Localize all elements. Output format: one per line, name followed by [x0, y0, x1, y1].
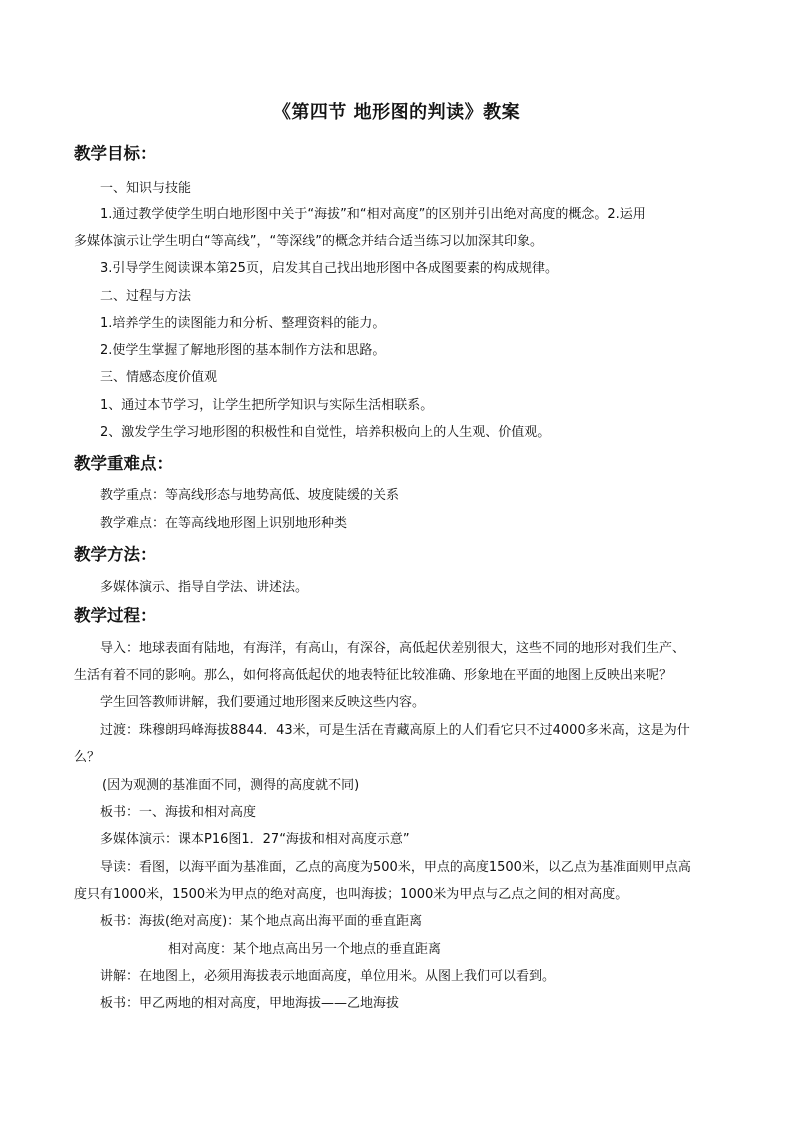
process-line: 过渡：珠穆朗玛峰海拔8844．43米，可是生活在青藏高原上的人们看它只不过4000多米高，这是为什: [100, 723, 690, 738]
heading-objectives: 教学目标：: [74, 144, 157, 163]
process-line: 板书：海拔(绝对高度)：某个地点高出海平面的垂直距离: [100, 914, 423, 929]
heading-key-points: 教学重难点：: [74, 454, 173, 473]
process-line: 生活有着不同的影响。那么，如何将高低起伏的地表特征比较准确、形象地在平面的地图上反映出来呢？: [74, 668, 673, 683]
heading-process: 教学过程：: [74, 606, 157, 625]
objectives-line: 一、知识与技能: [100, 181, 192, 196]
objectives-line: 1.通过教学使学生明白地形图中关于“海拔”和“相对高度”的区别并引出绝对高度的概念。2.运用: [100, 207, 646, 222]
process-line: (因为观测的基准面不同，测得的高度就不同): [102, 778, 360, 793]
process-line: 板书：甲乙两地的相对高度，甲地海拔——乙地海拔: [100, 996, 400, 1011]
objectives-line: 2.使学生掌握了解地形图的基本制作方法和思路。: [100, 343, 386, 358]
key-points-line: 教学重点：等高线形态与地势高低、坡度陡缓的关系: [100, 488, 400, 503]
process-line: 讲解：在地图上，必须用海拔表示地面高度，单位用米。从图上我们可以看到。: [100, 969, 556, 984]
process-line: 学生回答教师讲解，我们要通过地形图来反映这些内容。: [100, 695, 426, 710]
objectives-line: 2、激发学生学习地形图的积极性和自觉性，培养积极向上的人生观、价值观。: [100, 425, 551, 440]
objectives-line: 三、情感态度价值观: [100, 370, 218, 385]
process-line: 相对高度：某个地点高出另一个地点的垂直距离: [168, 942, 442, 957]
objectives-line: 3.引导学生阅读课本第25页，启发其自己找出地形图中各成图要素的构成规律。: [100, 261, 558, 276]
objectives-line: 多媒体演示让学生明白“等高线”，“等深线”的概念并结合适当练习以加深其印象。: [74, 234, 543, 249]
process-line: 多媒体演示：课本P16图1．27“海拔和相对高度示意”: [100, 832, 410, 847]
objectives-line: 二、过程与方法: [100, 289, 192, 304]
process-line: 导入：地球表面有陆地，有海洋，有高山，有深谷，高低起伏差别很大，这些不同的地形对我们生产、: [100, 641, 686, 656]
process-line: 度只有1000米，1500米为甲点的绝对高度，也叫海拔；1000米为甲点与乙点之间的相对高度。: [74, 887, 629, 902]
objectives-line: 1.培养学生的读图能力和分析、整理资料的能力。: [100, 316, 386, 331]
process-line: 板书：一、海拔和相对高度: [100, 805, 257, 820]
process-line: 么？: [74, 750, 101, 765]
objectives-line: 1、通过本节学习，让学生把所学知识与实际生活相联系。: [100, 398, 434, 413]
key-points-line: 教学难点：在等高线地形图上识别地形种类: [100, 516, 348, 531]
heading-methods: 教学方法：: [74, 545, 157, 564]
document-title: 《第四节 地形图的判读》教案: [272, 102, 521, 123]
process-line: 导读：看图，以海平面为基准面，乙点的高度为500米，甲点的高度1500米，以乙点为基准面则甲点高: [100, 860, 691, 875]
methods-line: 多媒体演示、指导自学法、讲述法。: [100, 580, 309, 595]
